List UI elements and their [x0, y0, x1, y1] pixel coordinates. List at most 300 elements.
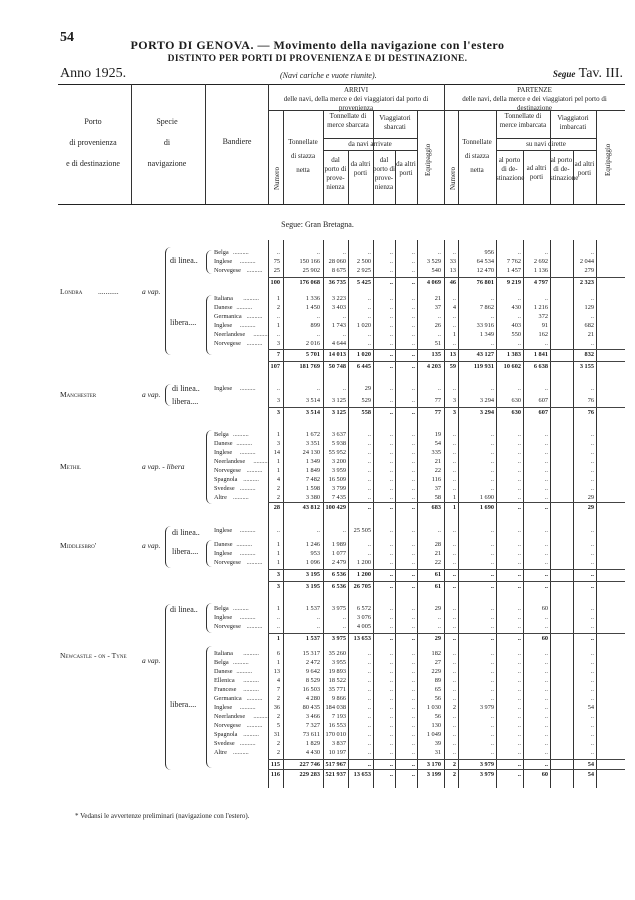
cell-col-9: 956	[484, 249, 494, 256]
cell-col-4: ..	[367, 659, 371, 666]
cell-col-8: ..	[452, 686, 456, 693]
cell-col-9: ..	[490, 605, 494, 612]
cell-col-8: 3	[452, 409, 456, 416]
cell-col-8: ..	[452, 623, 456, 630]
cell-col-12: ..	[590, 571, 594, 578]
leader-dots: ..........	[246, 695, 263, 702]
cell-col-7: 29	[434, 605, 441, 612]
cell-col-11: ..	[544, 559, 548, 566]
col-tonn-merce-part: Tonnellate di merce imbarcata	[499, 112, 547, 129]
cell-col-12: ..	[590, 740, 594, 747]
cell-col-1: 3	[276, 440, 280, 447]
cell-col-7: 135	[431, 351, 441, 358]
cell-col-9: 3 979	[479, 704, 494, 711]
tonn-line3: netta	[470, 166, 484, 174]
cell-col-7: ..	[437, 313, 441, 320]
cell-col-2: 1 829	[305, 740, 320, 747]
divider	[323, 150, 417, 151]
cell-col-4: ..	[367, 304, 371, 311]
dots: ...........	[98, 287, 119, 296]
cell-col-11: ..	[544, 527, 548, 534]
cell-col-3: 1 077	[331, 550, 346, 557]
tonn-line2: di stazza	[464, 152, 490, 160]
col-specie-line1: Specie	[156, 117, 178, 126]
cell-col-4: 6 572	[356, 605, 371, 612]
leader-dots: ..........	[239, 258, 256, 265]
cell-col-6: ..	[411, 659, 415, 666]
cell-col-9: ..	[490, 659, 494, 666]
cell-col-1: 4	[276, 677, 280, 684]
table-row	[0, 667, 635, 676]
total-rule	[268, 633, 625, 634]
flag-cell: Danese	[214, 668, 233, 675]
cell-col-2: 1 450	[305, 304, 320, 311]
cell-col-9: ..	[490, 583, 494, 590]
cell-col-7: ..	[437, 623, 441, 630]
cat-linea: di linea..	[170, 605, 198, 614]
cell-col-10: ..	[517, 295, 521, 302]
cell-col-12: 3 155	[579, 363, 594, 370]
cell-col-1: 1	[276, 635, 280, 642]
cell-col-12: ..	[590, 485, 594, 492]
col-specie-line2: di	[163, 138, 171, 147]
cell-col-9: 3 979	[479, 761, 494, 768]
cell-col-6: ..	[411, 583, 415, 590]
cell-col-7: 540	[431, 267, 441, 274]
table-row	[0, 658, 635, 667]
cell-col-4: 3 076	[356, 614, 371, 621]
cell-col-6: ..	[411, 351, 415, 358]
cell-col-2: 229 283	[299, 771, 320, 778]
cell-col-2: 227 746	[299, 761, 320, 768]
cell-col-10: ..	[517, 504, 521, 511]
cell-col-8: 13	[449, 267, 456, 274]
cell-col-10: ..	[517, 431, 521, 438]
cell-col-8: ..	[452, 458, 456, 465]
partenze-title: PARTENZE	[517, 86, 552, 94]
cell-col-7: 3 199	[426, 771, 441, 778]
cell-col-2: 3 466	[305, 713, 320, 720]
flag-cell: Norvegese	[214, 340, 241, 347]
cat-linea: di linea..	[172, 528, 200, 537]
cell-col-7: 4 069	[426, 279, 441, 286]
cell-col-6: ..	[411, 668, 415, 675]
cell-col-8: 3	[452, 397, 456, 404]
cell-col-1: 4	[276, 476, 280, 483]
col-al-porto: al porto di de-stinazione	[496, 156, 525, 182]
cell-col-1: 13	[273, 668, 280, 675]
tonn-line1: Tonnellate	[462, 138, 492, 146]
arrivi-subtitle: delle navi, della merce e dei viaggiatori dal porto di provenienza	[283, 95, 429, 112]
cell-col-12: 76	[587, 397, 594, 404]
cell-col-12: ..	[590, 467, 594, 474]
cell-col-12: ..	[590, 476, 594, 483]
cell-col-7: ..	[437, 614, 441, 621]
cell-col-6: ..	[411, 449, 415, 456]
cell-col-1: 107	[270, 363, 280, 370]
table-row	[0, 748, 635, 757]
cell-col-7: 31	[434, 749, 441, 756]
col-tonn-merce-arr: Tonnellate di merce sbarcata	[327, 112, 369, 129]
cell-col-12: 832	[584, 351, 594, 358]
cell-col-6: ..	[411, 527, 415, 534]
cell-col-3: 3 223	[331, 295, 346, 302]
cell-col-11: ..	[544, 668, 548, 675]
cell-col-1: 2	[276, 740, 280, 747]
cell-col-1: 31	[273, 731, 280, 738]
cell-col-9: ..	[490, 686, 494, 693]
cell-col-2: 4 430	[305, 749, 320, 756]
cell-col-10: 550	[511, 331, 521, 338]
subtotal-row	[0, 278, 635, 287]
cell-col-5: ..	[389, 583, 393, 590]
cell-col-3: 3 955	[331, 659, 346, 666]
cell-col-9: 3 294	[479, 409, 494, 416]
cell-col-6: ..	[411, 677, 415, 684]
cell-col-3: 3 200	[331, 458, 346, 465]
cell-col-4: ..	[367, 761, 371, 768]
cell-col-10: ..	[517, 722, 521, 729]
cell-col-11: 60	[541, 605, 548, 612]
cell-col-8: ..	[452, 731, 456, 738]
cell-col-6: ..	[411, 409, 415, 416]
cell-col-7: 37	[434, 485, 441, 492]
cell-col-8: ..	[452, 635, 456, 642]
flag-cell: Germanica	[214, 695, 242, 702]
divider	[205, 84, 206, 204]
cell-col-12: ..	[590, 686, 594, 693]
flag-cell: Norvegese	[214, 623, 241, 630]
port-newcastle: Newcastle - on - Tyne	[60, 651, 127, 660]
cell-col-8: ..	[452, 749, 456, 756]
cell-col-9: ..	[490, 749, 494, 756]
table-row	[0, 248, 635, 257]
cell-col-3: 35 260	[328, 650, 346, 657]
cell-col-6: ..	[411, 550, 415, 557]
flag-cell: Belga	[214, 659, 229, 666]
cell-col-12: ..	[590, 722, 594, 729]
header-bottom-rule	[58, 204, 625, 205]
leader-dots: ..........	[233, 431, 249, 438]
cell-col-8: ..	[452, 476, 456, 483]
col-al-porto-viagg: al porto di de-stinazione	[550, 156, 579, 182]
cell-col-2: 1 672	[305, 431, 320, 438]
cell-col-10: 9 219	[506, 279, 521, 286]
cell-col-2: 3 514	[305, 397, 320, 404]
col-porto-line3: e di destinazione	[66, 159, 120, 168]
cell-col-8: ..	[452, 614, 456, 621]
cell-col-5: ..	[389, 722, 393, 729]
cell-col-10: ..	[517, 494, 521, 501]
cell-col-3: 7 193	[331, 713, 346, 720]
cell-col-9: ..	[490, 541, 494, 548]
cell-col-7: 39	[434, 740, 441, 747]
cell-col-5: ..	[389, 331, 393, 338]
cell-col-7: 3 170	[426, 761, 441, 768]
cell-col-5: ..	[389, 527, 393, 534]
cell-col-2: 1 537	[305, 635, 320, 642]
total-rule	[268, 581, 625, 582]
table-row	[0, 484, 635, 493]
flag-cell: Neerlandese	[214, 458, 246, 465]
cell-col-11: 4 797	[533, 279, 548, 286]
cell-col-3: 19 893	[328, 668, 346, 675]
cell-col-7: 54	[434, 440, 441, 447]
table-row	[0, 622, 635, 631]
cell-col-9: 119 931	[473, 363, 494, 370]
cell-col-8: ..	[452, 559, 456, 566]
cell-col-12: ..	[590, 659, 594, 666]
cell-col-4: ..	[367, 295, 371, 302]
cell-col-5: ..	[389, 704, 393, 711]
leader-dots: ..........	[253, 458, 270, 465]
cell-col-10: 10 602	[503, 363, 521, 370]
cell-col-8: ..	[452, 571, 456, 578]
cell-col-11: 1 841	[533, 351, 548, 358]
cell-col-1: 3	[276, 397, 280, 404]
cell-col-2: 3 195	[305, 583, 320, 590]
cell-col-7: 229	[431, 668, 441, 675]
cell-col-7: 22	[434, 467, 441, 474]
cell-col-10: 7 762	[506, 258, 521, 265]
cell-col-9: ..	[490, 295, 494, 302]
cell-col-10: 430	[511, 304, 521, 311]
divider	[131, 84, 132, 204]
cell-col-8: ..	[452, 431, 456, 438]
cell-col-2: 80 435	[302, 704, 320, 711]
cell-col-1: 116	[270, 771, 280, 778]
cell-col-4: ..	[367, 731, 371, 738]
cell-col-9: ..	[490, 668, 494, 675]
cell-col-4: ..	[367, 740, 371, 747]
cell-col-8: ..	[452, 605, 456, 612]
leader-dots: ..........	[246, 267, 263, 274]
cell-col-12: 129	[584, 304, 594, 311]
cell-col-7: 61	[434, 571, 441, 578]
cell-col-1: ..	[276, 527, 280, 534]
cell-col-12: 54	[587, 704, 594, 711]
cell-col-7: 22	[434, 559, 441, 566]
cell-col-1: 2	[276, 713, 280, 720]
table-row	[0, 439, 635, 448]
cell-col-1: 3	[276, 583, 280, 590]
cell-col-1: 3	[276, 571, 280, 578]
page-title: PORTO DI GENOVA. — Movimento della navigazione con l'estero	[130, 38, 505, 52]
cell-col-3: 55 952	[328, 449, 346, 456]
cell-col-11: ..	[544, 686, 548, 693]
cell-col-6: ..	[411, 279, 415, 286]
cell-col-6: ..	[411, 322, 415, 329]
table-row	[0, 712, 635, 721]
leader-dots: ..........	[236, 668, 253, 675]
cell-col-5: ..	[389, 322, 393, 329]
cell-col-4: 25 505	[353, 527, 371, 534]
cell-col-4: ..	[367, 749, 371, 756]
cell-col-7: 58	[434, 494, 441, 501]
cat-linea: di linea..	[172, 384, 200, 393]
cell-col-10: ..	[517, 467, 521, 474]
cell-col-9: 33 916	[476, 322, 494, 329]
cell-col-9: ..	[490, 550, 494, 557]
total-rule	[268, 349, 625, 350]
cell-col-12: ..	[590, 583, 594, 590]
table-row	[0, 384, 635, 393]
cell-col-3: 3 837	[331, 740, 346, 747]
cell-col-11: 607	[538, 409, 548, 416]
cell-col-8: ..	[452, 440, 456, 447]
cell-col-3: 3 959	[331, 467, 346, 474]
cell-col-8: 46	[449, 279, 456, 286]
cell-col-9: ..	[490, 476, 494, 483]
cell-col-6: ..	[411, 258, 415, 265]
cell-col-4: ..	[367, 541, 371, 548]
cell-col-11: ..	[544, 476, 548, 483]
cell-col-12: ..	[590, 340, 594, 347]
cell-col-10: ..	[517, 623, 521, 630]
cell-col-10: 403	[511, 322, 521, 329]
cell-col-1: 2	[276, 304, 280, 311]
cell-col-10: ..	[517, 583, 521, 590]
cell-col-8: 2	[452, 704, 456, 711]
cell-col-6: ..	[411, 476, 415, 483]
cell-col-3: 3 975	[331, 635, 346, 642]
col-porto	[58, 115, 128, 170]
cell-col-12: ..	[590, 527, 594, 534]
leader-dots: ..........	[243, 677, 259, 684]
cell-col-5: ..	[389, 504, 393, 511]
cell-col-2: 1 336	[305, 295, 320, 302]
cell-col-1: 6	[276, 650, 280, 657]
cell-col-11: ..	[544, 340, 548, 347]
cell-col-11: ..	[544, 713, 548, 720]
cell-col-2: 1 537	[305, 605, 320, 612]
cell-col-11: ..	[544, 731, 548, 738]
cell-col-4: 13 653	[353, 771, 371, 778]
flag-cell: Inglese	[214, 258, 233, 265]
table-row	[0, 312, 635, 321]
cell-col-10: ..	[517, 605, 521, 612]
leader-dots: ..........	[246, 467, 263, 474]
subtotal-row	[0, 570, 635, 579]
cell-col-3: 35 771	[328, 686, 346, 693]
cell-col-5: ..	[389, 351, 393, 358]
cell-col-12: 682	[584, 322, 594, 329]
cell-col-12: ..	[590, 614, 594, 621]
flag-cell: Francese	[214, 686, 237, 693]
cell-col-5: ..	[389, 605, 393, 612]
cell-col-4: ..	[367, 668, 371, 675]
cell-col-1: 1	[276, 541, 280, 548]
cell-col-2: ..	[316, 614, 320, 621]
cell-col-3: 16 553	[328, 722, 346, 729]
cell-col-7: 61	[434, 583, 441, 590]
flag-cell: Danese	[214, 440, 233, 447]
cell-col-6: ..	[411, 313, 415, 320]
leader-dots: ..........	[243, 686, 259, 693]
col-ad-altri-merce: ad altri porti	[526, 164, 547, 181]
cat-linea: di linea..	[170, 256, 198, 265]
cell-col-11: ..	[544, 571, 548, 578]
cell-col-7: 116	[431, 476, 441, 483]
cell-col-12: 29	[587, 494, 594, 501]
cell-col-9: 3 294	[479, 397, 494, 404]
divider	[417, 110, 418, 204]
cell-col-6: ..	[411, 504, 415, 511]
cell-col-12: ..	[590, 431, 594, 438]
cell-col-11: ..	[544, 749, 548, 756]
cell-col-6: ..	[411, 623, 415, 630]
leader-dots: ..........	[253, 331, 270, 338]
group-total-row	[0, 408, 635, 417]
cell-col-9: ..	[490, 340, 494, 347]
cell-col-7: 27	[434, 659, 441, 666]
cell-col-11: ..	[544, 550, 548, 557]
cell-col-1: 28	[273, 504, 280, 511]
cell-col-10: ..	[517, 668, 521, 675]
cell-col-5: ..	[389, 295, 393, 302]
cell-col-7: 89	[434, 677, 441, 684]
cell-col-12: ..	[590, 440, 594, 447]
cell-col-11: ..	[544, 385, 548, 392]
table-row	[0, 475, 635, 484]
cell-col-1: 75	[273, 258, 280, 265]
cell-col-4: ..	[367, 476, 371, 483]
cell-col-5: ..	[389, 668, 393, 675]
table-note: (Navi cariche e vuote riunite).	[280, 71, 377, 80]
flag-cell: Ellenica	[214, 677, 235, 684]
col-equipaggio-arr: Equipaggio	[424, 143, 432, 176]
cell-col-2: 1 598	[305, 485, 320, 492]
cell-col-7: 1 030	[426, 704, 441, 711]
cell-col-3: 2 479	[331, 559, 346, 566]
cell-col-11: ..	[544, 458, 548, 465]
cell-col-2: 3 380	[305, 494, 320, 501]
flag-cell: Norvegese	[214, 722, 241, 729]
cell-col-5: ..	[389, 677, 393, 684]
cell-col-6: ..	[411, 713, 415, 720]
cell-col-10: ..	[517, 650, 521, 657]
cell-col-11: 1 216	[533, 304, 548, 311]
cell-col-5: ..	[389, 659, 393, 666]
cell-col-4: ..	[367, 650, 371, 657]
cell-col-5: ..	[389, 304, 393, 311]
cell-col-12: ..	[590, 713, 594, 720]
cell-col-10: ..	[517, 485, 521, 492]
flag-cell: Belga	[214, 605, 229, 612]
cell-col-4: ..	[367, 449, 371, 456]
flag-cell: Inglese	[214, 385, 233, 392]
cell-col-6: ..	[411, 559, 415, 566]
cell-col-11: ..	[544, 623, 548, 630]
cell-col-11: ..	[544, 449, 548, 456]
cell-col-8: 1	[452, 331, 456, 338]
col-porto-line1: Porto	[84, 117, 102, 126]
cell-col-2: 73 611	[302, 731, 320, 738]
cell-col-10: ..	[517, 340, 521, 347]
cell-col-12: ..	[590, 677, 594, 684]
flag-cell: Altre	[214, 494, 227, 501]
cell-col-6: ..	[411, 385, 415, 392]
cell-col-11: 372	[538, 313, 548, 320]
cell-col-7: 77	[434, 397, 441, 404]
cell-col-10: ..	[517, 249, 521, 256]
cell-col-6: ..	[411, 304, 415, 311]
cell-col-3: ..	[342, 331, 346, 338]
subtotal-row	[0, 350, 635, 359]
cell-col-12: ..	[590, 449, 594, 456]
cell-col-1: 115	[270, 761, 280, 768]
cat-libera: libera....	[170, 318, 197, 327]
